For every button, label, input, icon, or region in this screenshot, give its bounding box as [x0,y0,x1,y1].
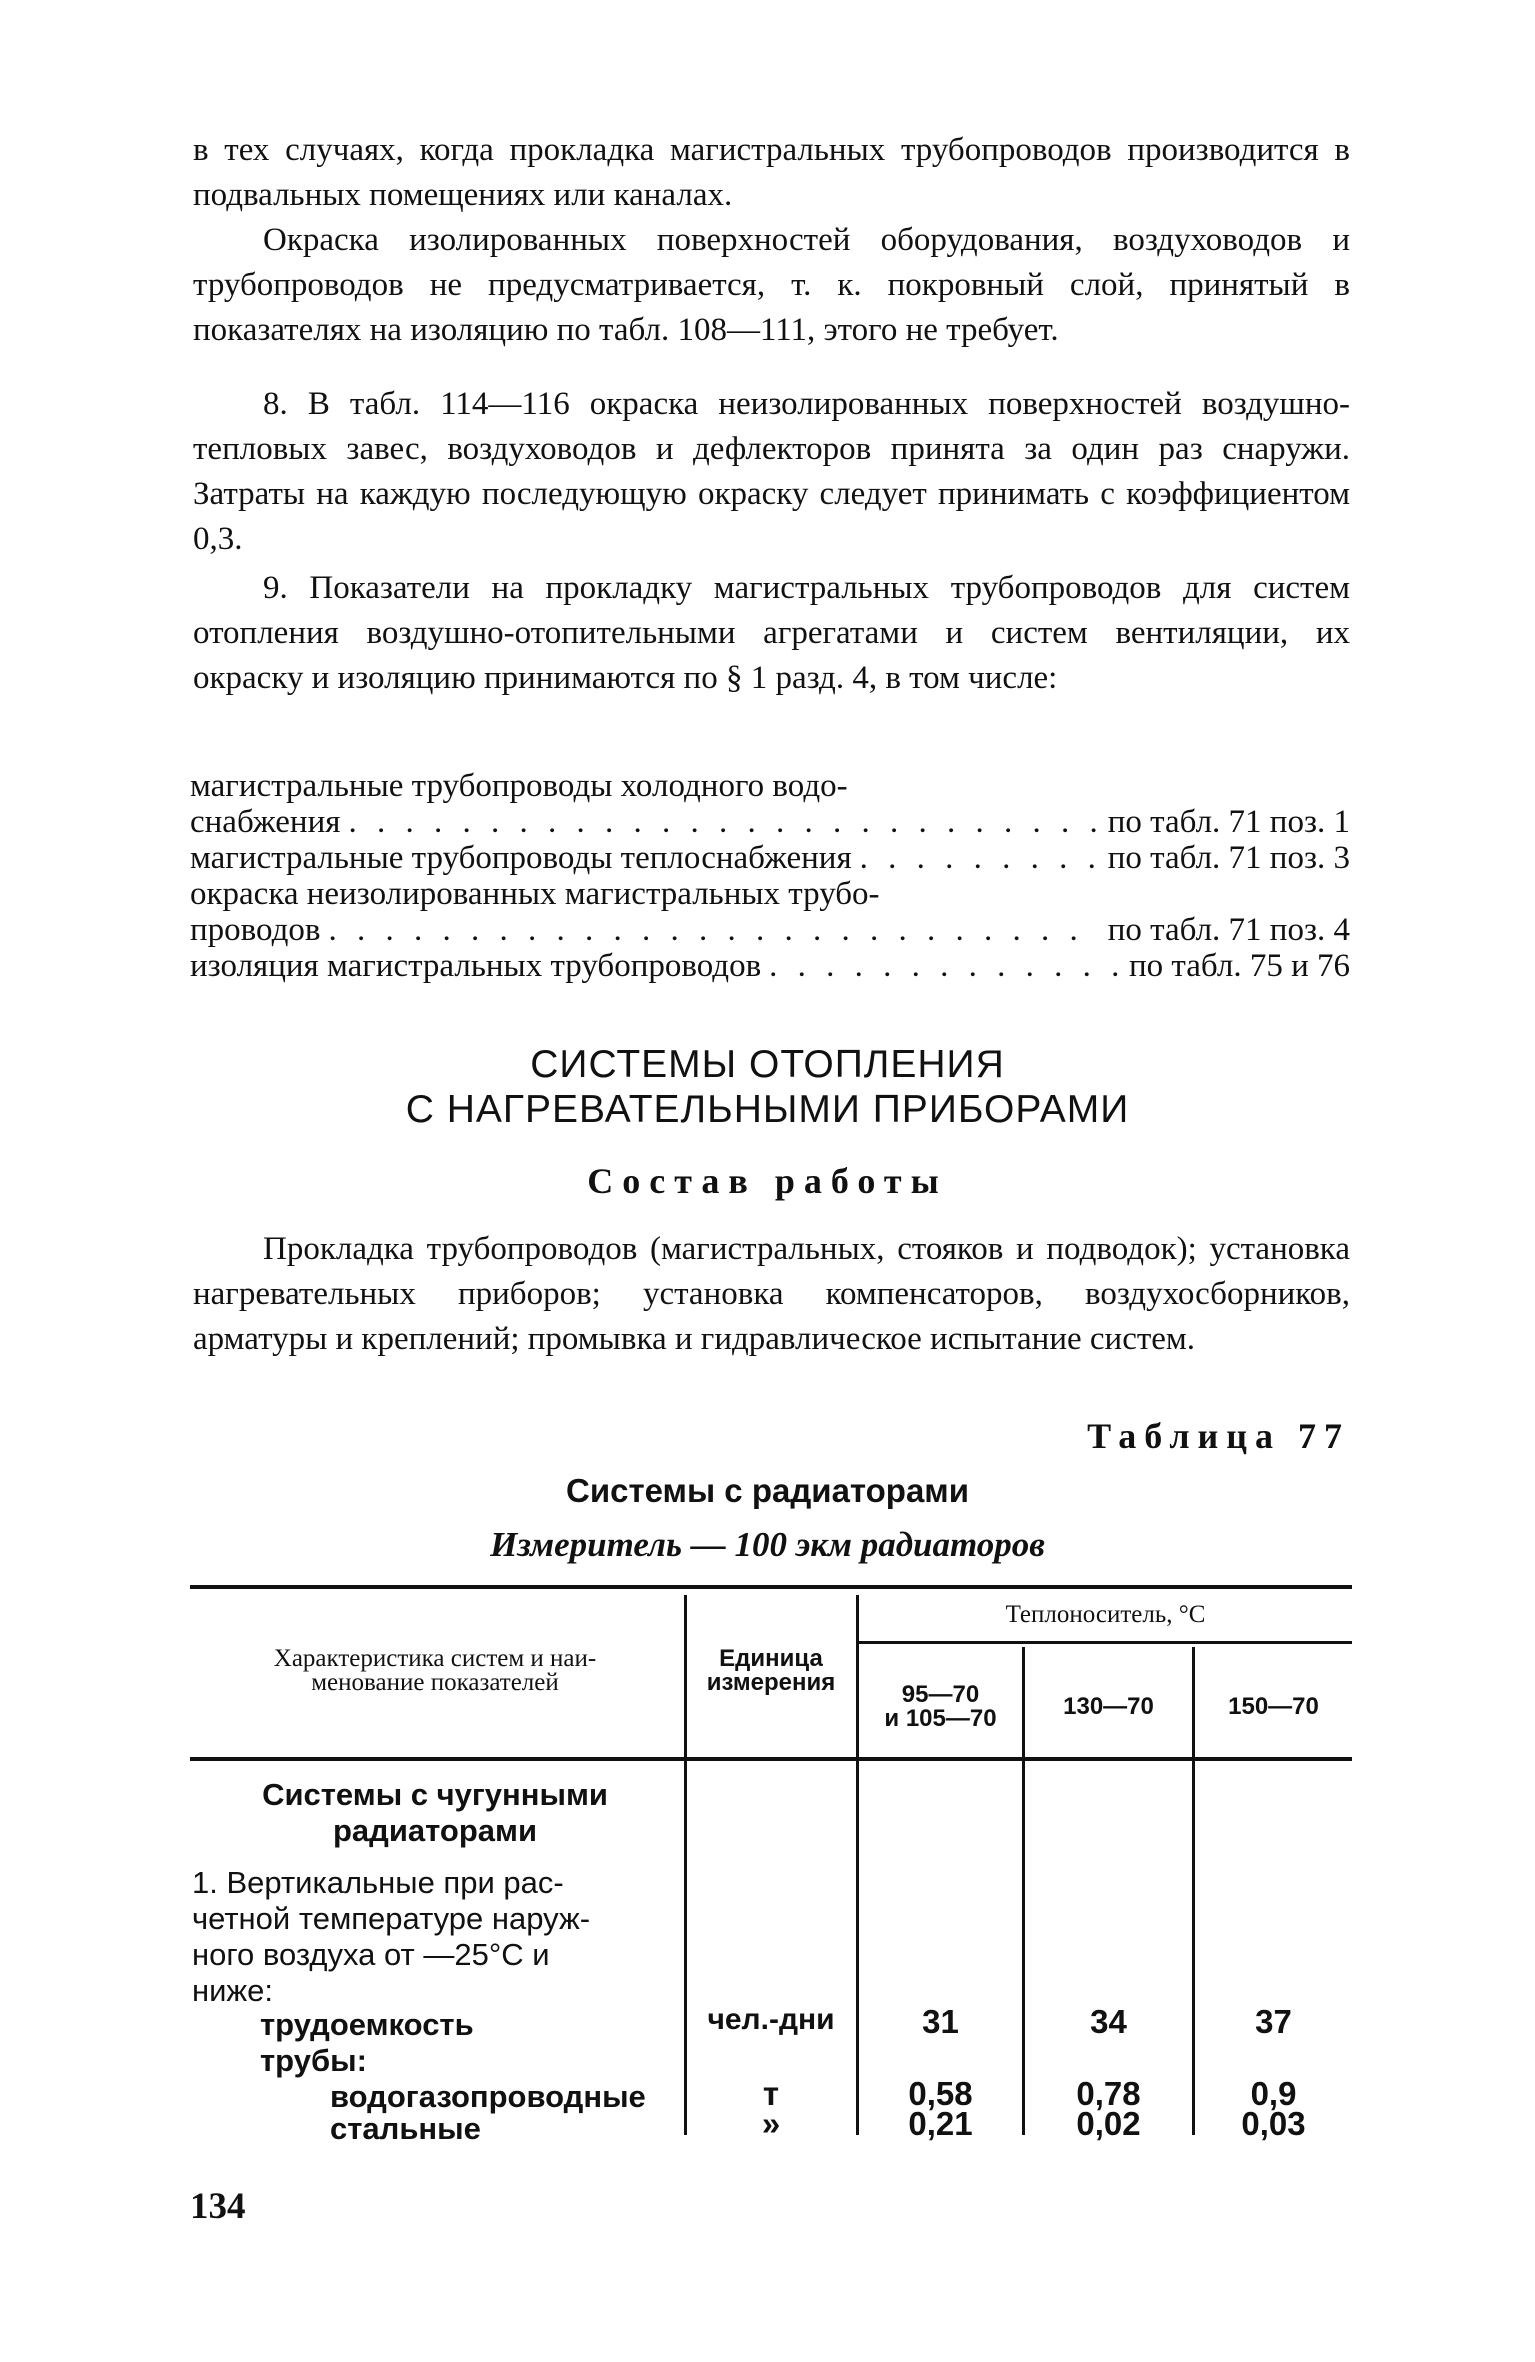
row-unit: » [761,2105,781,2142]
table-header-rule [190,1757,1352,1761]
header-unit [687,1647,855,1695]
item-line: ниже: [192,1973,274,2008]
leader-dots [328,912,1099,948]
header-col-95-70 [859,1683,1022,1731]
reference-target: по табл. 71 поз. 1 [1107,804,1350,840]
group-title-text: Системы с чугунными [262,1777,608,1812]
item-line: 1. Вертикальные при рас- [192,1865,564,1900]
row-label: водогазопроводные [330,2079,646,2114]
reference-target: по табл. 71 поз. 4 [1107,912,1350,948]
row-label: стальные [330,2111,481,2146]
row-value: 0,9 [1250,2075,1297,2112]
reference-item [190,840,1350,876]
reference-target: по табл. 75 и 76 [1129,948,1350,984]
column-divider [856,1595,859,2135]
paragraph-painting: Окраска изолированных поверхностей оборудования, воздуховодов и трубопроводов не предусматривается, т. к. покровный слой, принятый в показателях на изоляцию по табл. 108—111, этого не требует. [193,222,1350,348]
group-title [190,1777,680,1849]
header-coolant: Теплоноситель, °С [1005,1601,1206,1628]
section-title-line2: С НАГРЕВАТЕЛЬНЫМИ ПРИБОРАМИ [405,1088,1130,1131]
header-col-130-70: 130—70 [1063,1693,1154,1720]
reference-text: магистральные трубопроводы теплоснабжения [190,840,852,876]
row-value: 0,78 [1076,2075,1141,2112]
item-description [192,1865,670,2009]
header-characteristic [190,1647,680,1695]
reference-text: магистральные трубопроводы холодного водо- [190,768,848,804]
row-value: 0,02 [1076,2105,1141,2142]
section-body: Прокладка трубопроводов (магистральных, стояков и подводок); установка нагревательных приборов; установка компенсаторов, воздухосборников, арматуры и креплений; промывка и гидравлическое испытание систем. [193,1231,1350,1357]
reference-item [190,876,1350,948]
header-text: измерения [706,1669,836,1696]
row-value: 0,58 [908,2075,973,2112]
header-text: менование показателей [311,1669,559,1696]
row-value: 37 [1255,2003,1292,2040]
item-line: ного воздуха от —25°С и [192,1937,550,1972]
row-unit: т [762,2075,780,2112]
row-value: 0,21 [908,2105,973,2142]
data-table [190,1585,1352,2145]
table-title: Системы с радиаторами [565,1472,970,1509]
column-divider [1192,1647,1195,2135]
section-subtitle: Состав работы [587,1161,948,1201]
item-line: четной температуре наруж- [192,1901,591,1936]
group-title-text: радиаторами [332,1813,538,1848]
reference-list [190,768,1350,984]
row-value: 0,03 [1241,2105,1306,2142]
leader-dots [769,948,1121,984]
header-col-150-70: 150—70 [1228,1693,1319,1720]
header-text: 95—70 [901,1681,980,1708]
reference-target: по табл. 71 поз. 3 [1107,840,1350,876]
row-unit: чел.-дни [707,2003,835,2036]
section-title-line1: СИСТЕМЫ ОТОПЛЕНИЯ [530,1043,1005,1086]
header-text: Характеристика систем и наи- [273,1645,597,1672]
leader-dots [860,840,1100,876]
page-number: 134 [190,2186,246,2227]
coolant-subheader-rule [858,1641,1352,1644]
reference-text: изоляция магистральных трубопроводов [190,948,762,984]
reference-text: окраска неизолированных магистральных трубо- [190,876,880,912]
header-text: Единица [719,1645,823,1672]
table-measure: Измеритель — 100 экм радиаторов [490,1525,1045,1564]
row-label: трубы: [260,2043,367,2078]
header-text: и 105—70 [884,1705,997,1732]
table-top-rule [190,1585,1352,1589]
row-value: 34 [1090,2003,1127,2040]
table-number: Таблица 77 [1087,1416,1350,1456]
leader-dots [348,804,1099,840]
reference-item [190,768,1350,840]
reference-text: снабжения [190,804,341,840]
paragraph-continuation: в тех случаях, когда прокладка магистральных трубопроводов производится в подвальных помещениях или каналах. [193,132,1350,213]
row-value: 31 [922,2003,959,2040]
reference-item [190,948,1350,984]
paragraph-note-8: 8. В табл. 114—116 окраска неизолированных поверхностей воздушно-тепловых завес, воздуховодов и дефлекторов принята за один раз снаружи. Затраты на каждую последующую окраску следует принимать с коэффициентом 0,3. [193,386,1350,557]
column-divider [1022,1647,1025,2135]
row-label: трудоемкость [260,2007,474,2042]
paragraph-note-9: 9. Показатели на прокладку магистральных трубопроводов для систем отопления воздушно-отопительными агрегатами и систем вентиляции, их окраску и изоляцию принимаются по § 1 разд. 4, в том числе: [193,570,1350,696]
reference-text: проводов [190,912,321,948]
